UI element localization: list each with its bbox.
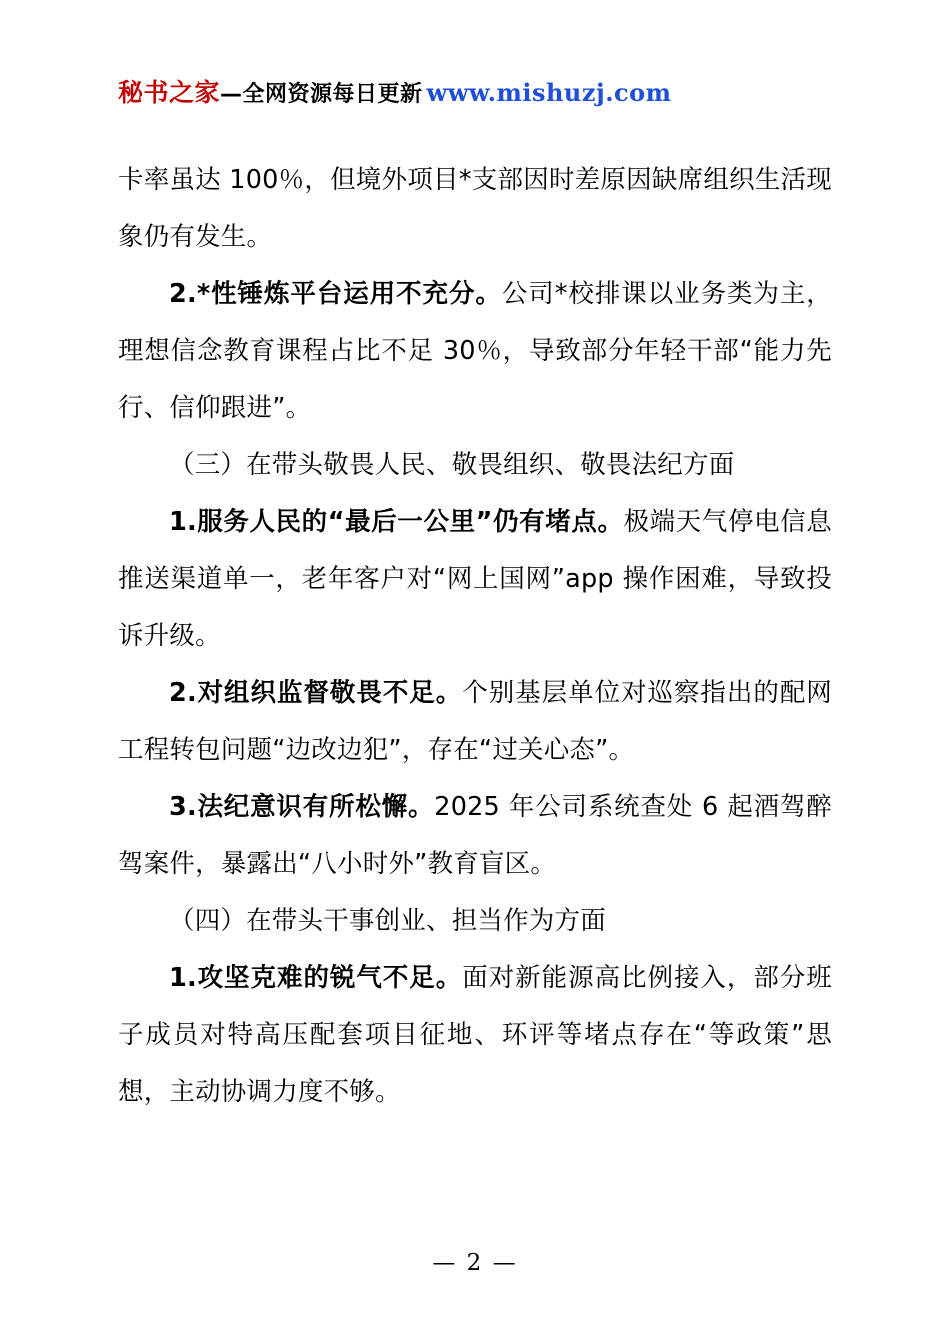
paragraph xyxy=(118,494,832,665)
site-url-link[interactable]: www.mishuzj.com xyxy=(426,78,672,107)
paragraph-text: 卡率虽达 100％，但境外项目*支部因时差原因缺席组织生活现象仍有发生。 xyxy=(118,165,832,253)
paragraph-text: 极端天气停电信息推送渠道单一，老年客户对“网上国网”app 操作困难，导致投诉升级。 xyxy=(118,507,833,652)
header-dash: — xyxy=(220,82,243,107)
paragraph-lead-bold: 3.法纪意识有所松懈。 xyxy=(169,792,435,823)
paragraph-lead-bold: 1.攻坚克难的锐气不足。 xyxy=(169,963,463,994)
paragraph-text: 公司*校排课以业务类为主，理想信念教育课程占比不足 30％，导致部分年轻干部“能力先行、信仰跟进”。 xyxy=(118,279,832,424)
paragraph-lead-bold: 1.服务人民的“最后一公里”仍有堵点。 xyxy=(169,507,624,538)
paragraph xyxy=(118,950,832,1121)
paragraph xyxy=(118,152,832,266)
paragraph-lead-bold: 2.对组织监督敬畏不足。 xyxy=(169,678,463,709)
paragraph-text: （三）在带头敬畏人民、敬畏组织、敬畏法纪方面 xyxy=(169,450,735,481)
page-number: — 2 — xyxy=(432,1250,518,1276)
site-brand-name: 秘书之家 xyxy=(118,78,221,107)
paragraph-lead-bold: 2.*性锤炼平台运用不充分。 xyxy=(169,279,502,310)
paragraph-text: 个别基层单位对巡察指出的配网工程转包问题“边改边犯”，存在“过关心态”。 xyxy=(118,678,832,766)
paragraph xyxy=(118,437,832,494)
paragraph-text: （四）在带头干事创业、担当作为方面 xyxy=(169,906,606,937)
site-watermark-header xyxy=(118,0,832,108)
paragraph xyxy=(118,779,832,893)
paragraph-text: 2025 年公司系统查处 6 起酒驾醉驾案件，暴露出“八小时外”教育盲区。 xyxy=(118,792,832,880)
paragraph xyxy=(118,893,832,950)
header-tagline: 全网资源每日更新 xyxy=(242,82,423,107)
document-body xyxy=(118,152,832,1121)
paragraph xyxy=(118,665,832,779)
paragraph xyxy=(118,266,832,437)
page-footer xyxy=(0,1250,950,1276)
paragraph-text: 面对新能源高比例接入，部分班子成员对特高压配套项目征地、环评等堵点存在“等政策”思想，主动协调力度不够。 xyxy=(118,963,832,1108)
